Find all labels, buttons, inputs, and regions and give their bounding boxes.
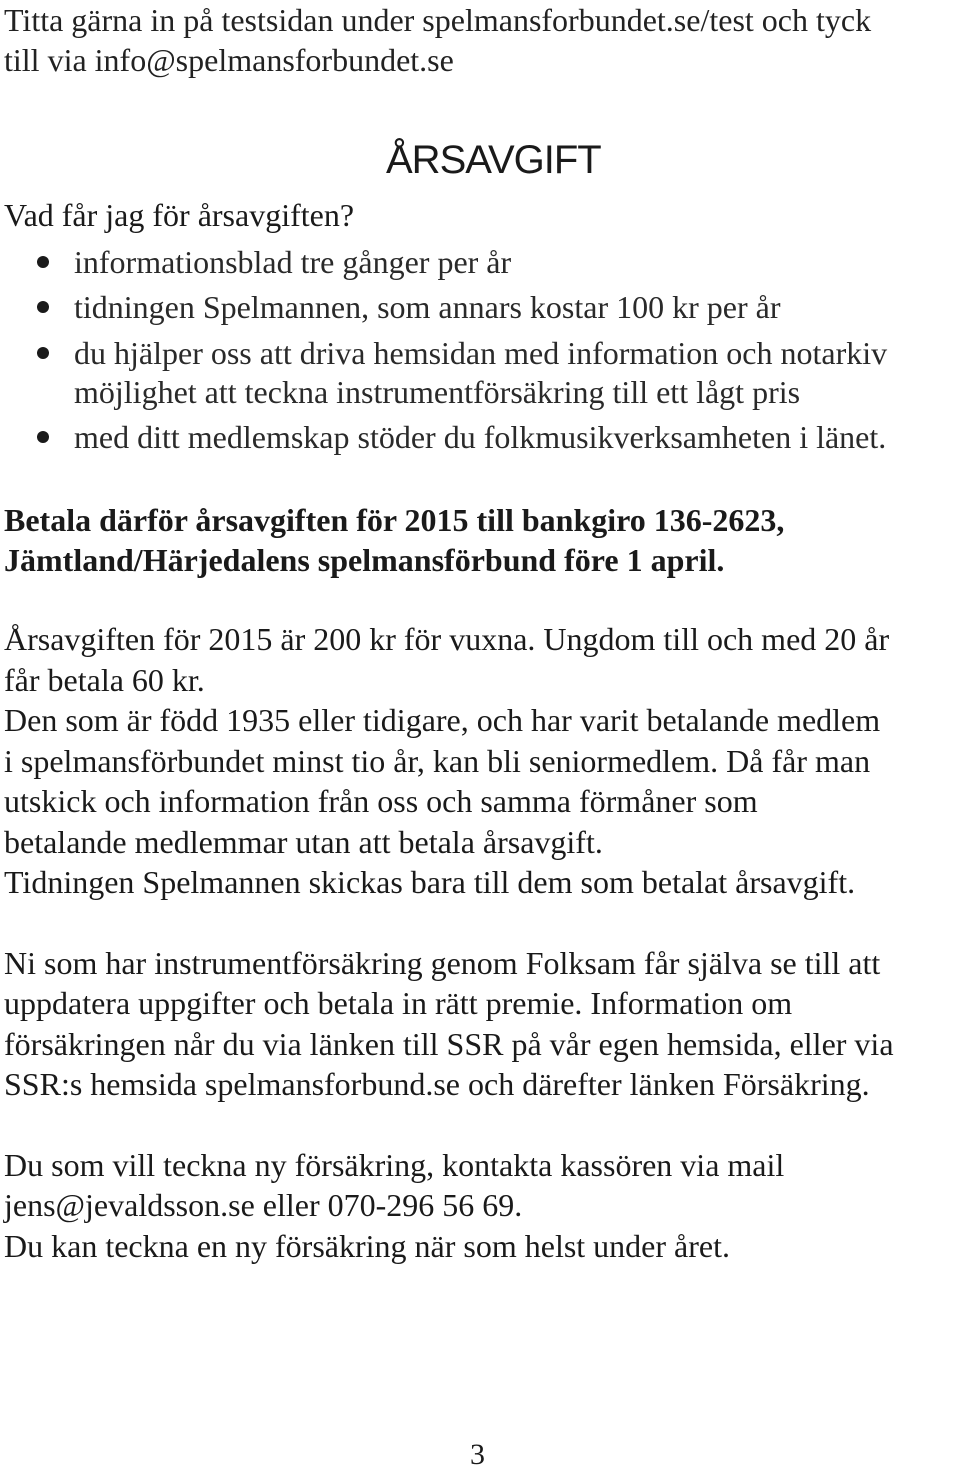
new-insurance-line: jens@jevaldsson.se eller 070-296 56 69. — [4, 1187, 523, 1223]
insurance-line: Ni som har instrumentförsäkring genom Folksam får själva se till att — [4, 945, 881, 981]
insurance-line: uppdatera uppgifter och betala in rätt premie. Information om — [4, 985, 793, 1021]
bullet-icon — [37, 301, 49, 313]
payment-line-2: Jämtland/Härjedalens spelmansförbund före 1 april. — [4, 542, 725, 578]
page-number: 3 — [470, 1438, 485, 1471]
section-heading: ÅRSAVGIFT — [386, 138, 601, 182]
insurance-line: försäkringen når du via länken till SSR på vår egen hemsida, eller via — [4, 1026, 894, 1062]
fee-line: får betala 60 kr. — [4, 662, 205, 698]
benefit-text: informationsblad tre gånger per år — [74, 244, 512, 280]
benefits-question: Vad får jag för årsavgiften? — [4, 197, 355, 233]
fee-line: Tidningen Spelmannen skickas bara till dem som betalat årsavgift. — [4, 864, 856, 900]
new-insurance-line: Du kan teckna en ny försäkring när som helst under året. — [4, 1228, 730, 1264]
bullet-icon — [37, 256, 49, 268]
benefit-text: tidningen Spelmannen, som annars kostar 100 kr per år — [74, 289, 781, 325]
fee-line: Årsavgiften för 2015 är 200 kr för vuxna. Ungdom till och med 20 år — [4, 621, 890, 657]
fee-line: betalande medlemmar utan att betala årsavgift. — [4, 824, 603, 860]
bullet-icon — [37, 431, 49, 443]
bullet-icon — [37, 347, 49, 359]
benefit-text: med ditt medlemskap stöder du folkmusikverksamheten i länet. — [74, 419, 887, 455]
fee-line: utskick och information från oss och samma förmåner som — [4, 783, 758, 819]
new-insurance-line: Du som vill teckna ny försäkring, kontakta kassören via mail — [4, 1147, 785, 1183]
benefit-text: du hjälper oss att driva hemsidan med information och notarkiv — [74, 335, 888, 371]
payment-line-1: Betala därför årsavgiften för 2015 till bankgiro 136-2623, — [4, 502, 785, 538]
fee-line: Den som är född 1935 eller tidigare, och har varit betalande medlem — [4, 702, 881, 738]
intro-line-2: till via info@spelmansforbundet.se — [4, 42, 454, 78]
fee-line: i spelmansförbundet minst tio år, kan bli seniormedlem. Då får man — [4, 743, 871, 779]
intro-line-1: Titta gärna in på testsidan under spelmansforbundet.se/test och tyck — [4, 2, 872, 38]
benefit-text: möjlighet att teckna instrumentförsäkring till ett lågt pris — [74, 374, 801, 410]
insurance-line: SSR:s hemsida spelmansforbund.se och därefter länken Försäkring. — [4, 1066, 870, 1102]
